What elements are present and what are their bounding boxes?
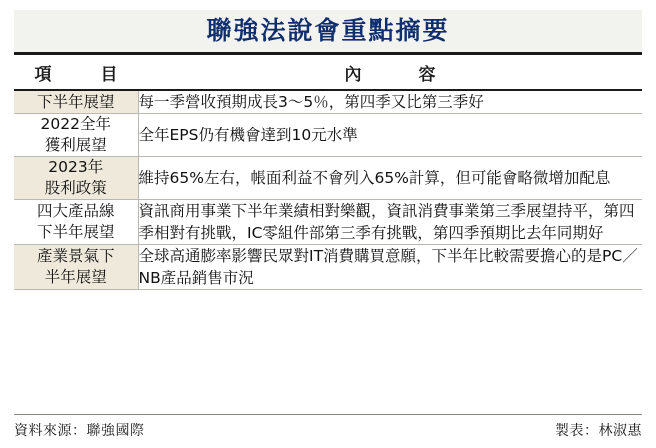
row-item-label: [14, 244, 138, 289]
page-title: 聯強法說會重點摘要: [206, 15, 450, 45]
row-item-line: 半年展望: [44, 267, 107, 286]
row-item-line: 下半年展望: [36, 92, 115, 111]
producer-note: 製表：林淑惠: [555, 423, 642, 439]
row-item-line: 四大產品線: [36, 201, 115, 220]
row-item-line: 2023年: [48, 157, 104, 176]
column-header-content: 內 容: [138, 55, 642, 90]
row-content: 每一季營收預期成長3～5％，第四季又比第三季好: [138, 90, 642, 114]
row-item-label: [14, 156, 138, 199]
table-row: [14, 199, 642, 244]
title-bar: [14, 10, 642, 55]
row-content: 全球高通膨率影響民眾對IT消費購買意願，下半年比較需要擔心的是PC／NB產品銷售市況: [138, 244, 642, 289]
table-row: [14, 114, 642, 157]
row-item-label: [14, 114, 138, 157]
row-item-line: 下半年展望: [36, 222, 115, 241]
row-content: 全年EPS仍有機會達到10元水準: [138, 114, 642, 157]
row-item-line: 產業景氣下: [36, 246, 115, 265]
footer: [14, 414, 642, 440]
table-row: [14, 90, 642, 114]
row-item-line: 股利政策: [44, 178, 107, 197]
row-content: 資訊商用事業下半年業績相對樂觀，資訊消費事業第三季展望持平，第四季相對有挑戰，IC零組件部第三季有挑戰，第四季預期比去年同期好: [138, 199, 642, 244]
row-item-label: [14, 199, 138, 244]
row-item-line: 2022全年: [40, 115, 111, 133]
table-row: [14, 156, 642, 199]
row-content: 維持65%左右，帳面利益不會列入65%計算，但可能會略微增加配息: [138, 156, 642, 199]
summary-table: [14, 55, 642, 290]
table-row: [14, 244, 642, 289]
row-item-line: 獲利展望: [44, 135, 107, 154]
column-header-item: 項 目: [14, 55, 138, 90]
table-header-row: [14, 55, 642, 90]
source-note: 資料來源：聯強國際: [14, 423, 145, 439]
row-item-label: [14, 90, 138, 114]
